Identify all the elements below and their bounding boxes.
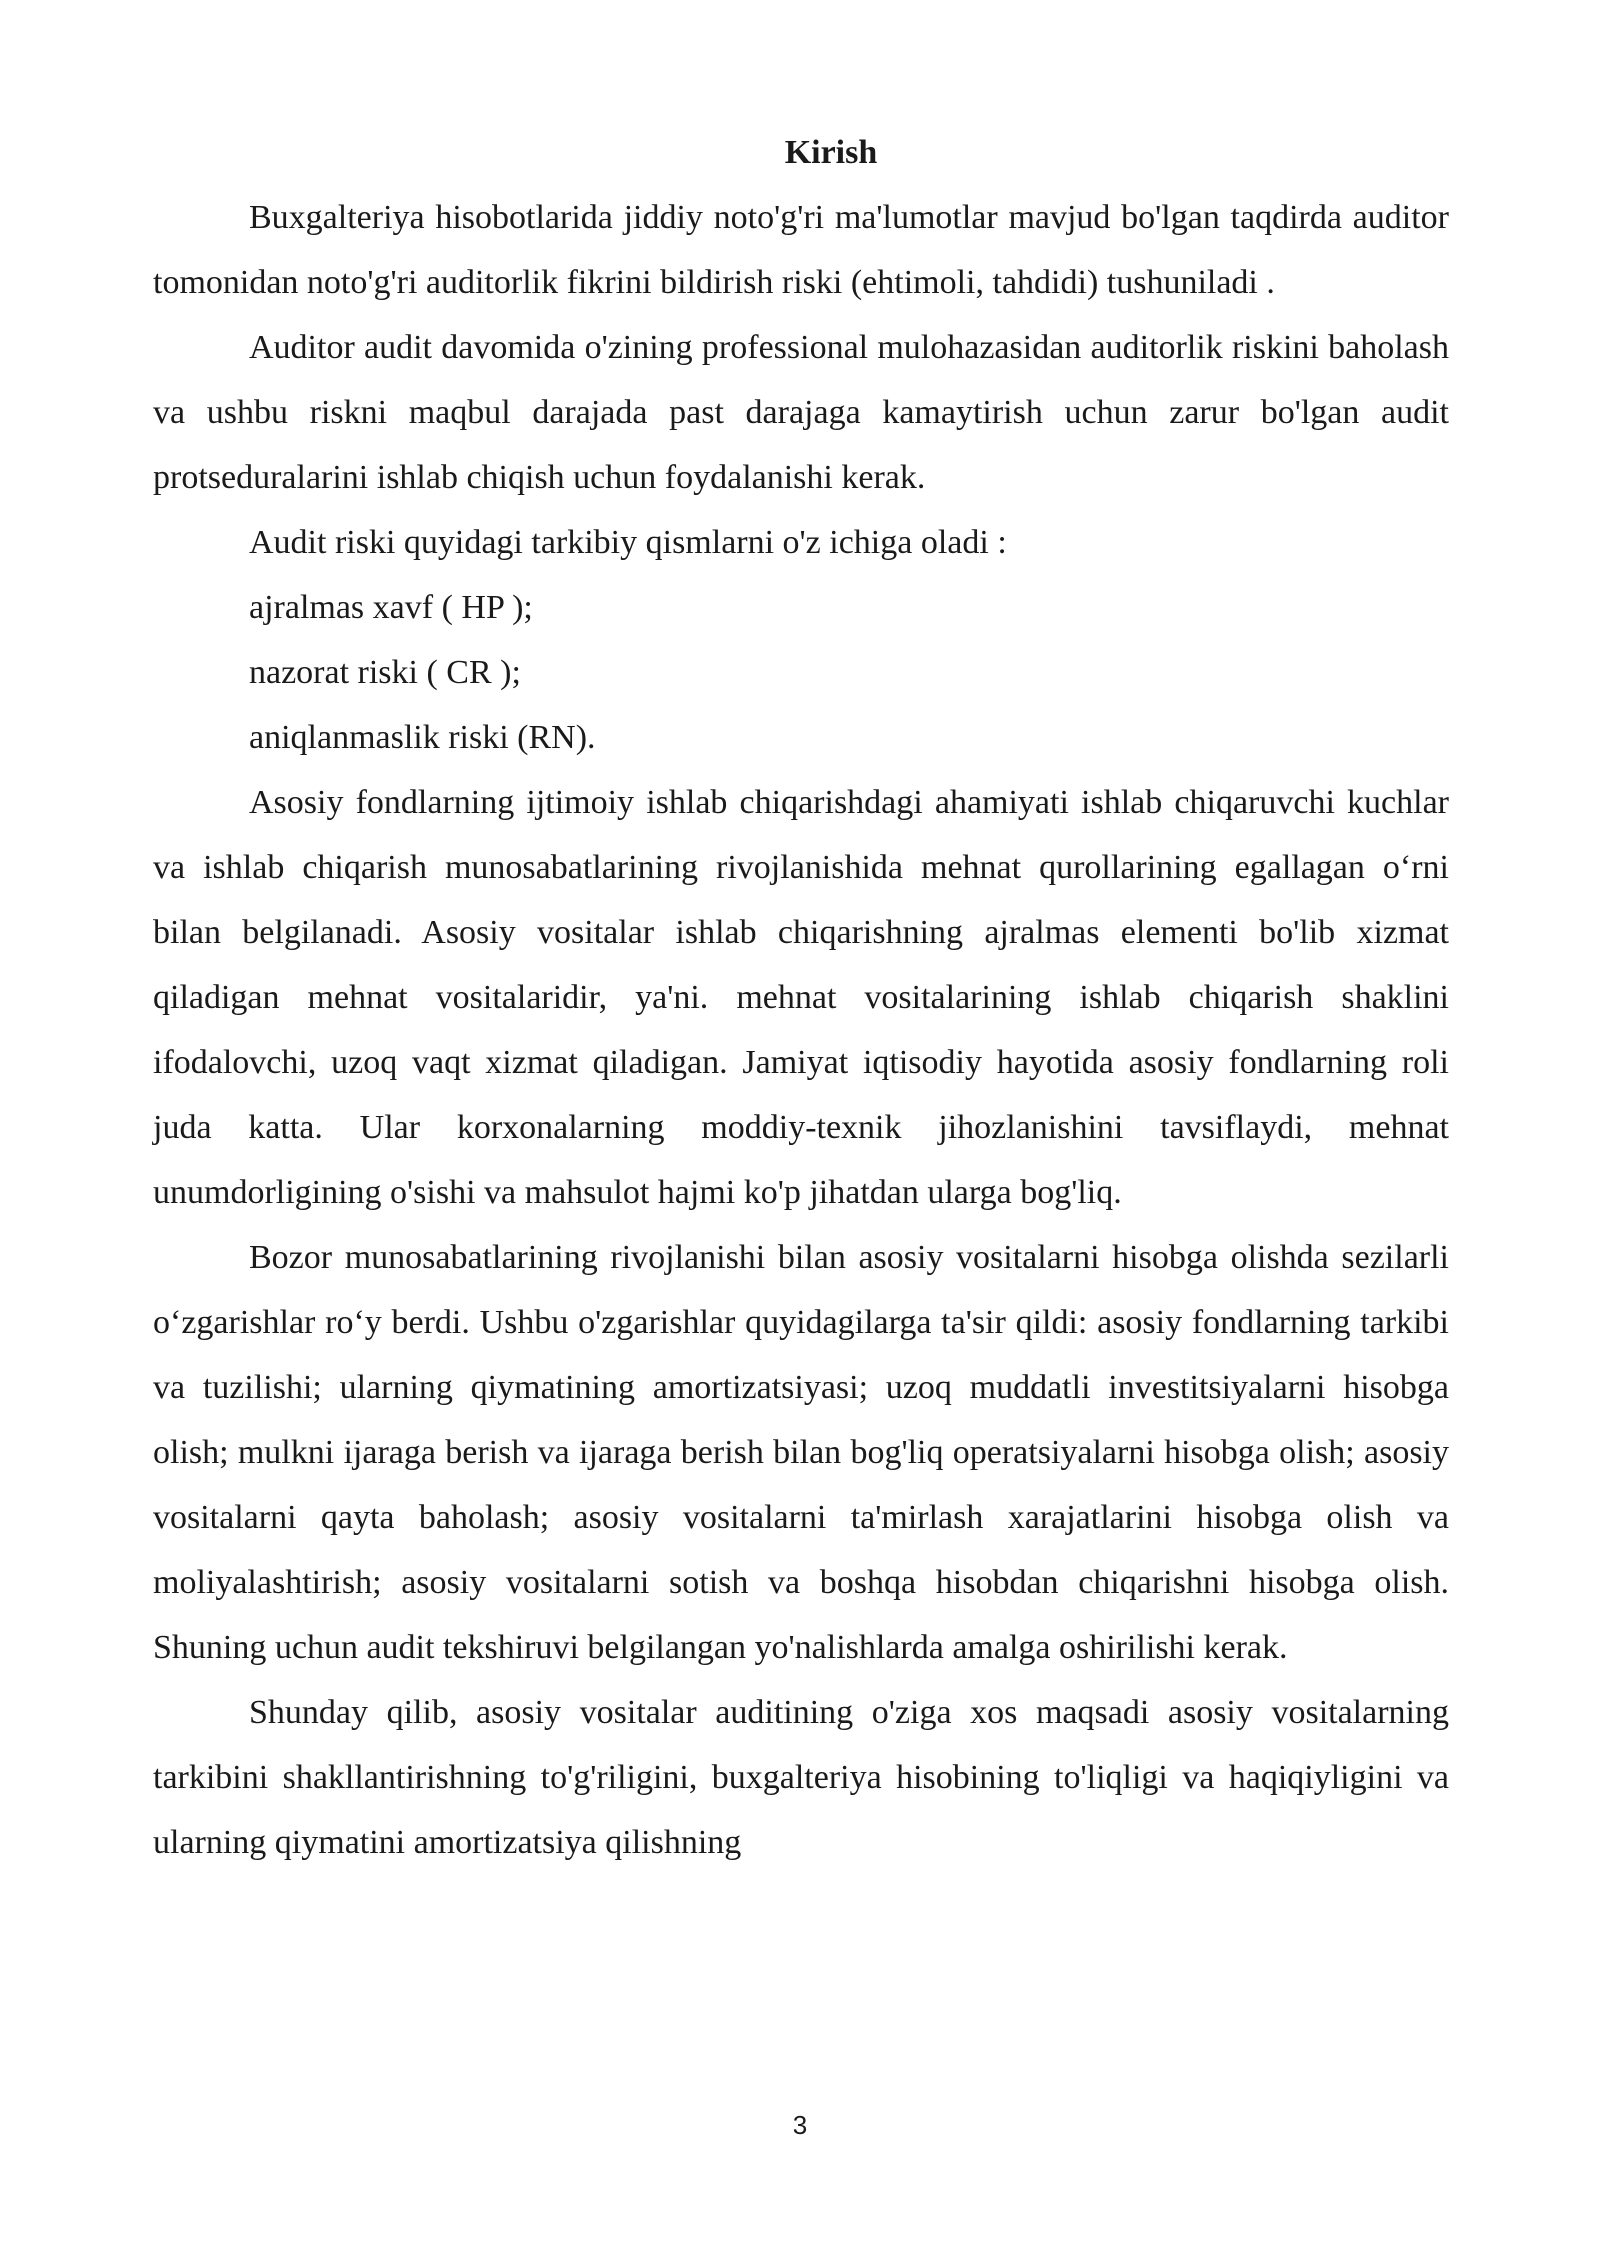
page-title: Kirish [784,134,878,171]
list-item-inherent-risk: ajralmas xavf ( HP ); [249,589,533,626]
paragraph-audit-purpose: Shunday qilib, asosiy vositalar auditining o'ziga xos maqsadi asosiy vositalarning tarkibini shakllantirishning to'g'riligini, buxgalteriya hisobining to'liqligi va haqiqiyligini va ularning qiymatini amortizatsiya qilishning [153,1694,1449,1861]
paragraph-fixed-assets-importance: Asosiy fondlarning ijtimoiy ishlab chiqarishdagi ahamiyati ishlab chiqaruvchi kuchlar va ishlab chiqarish munosabatlarining rivojlanishida mehnat qurollarining egallagan oʻrni bilan belgilanadi. Asosiy vositalar ishlab chiqarishning ajralmas elementi bo'lib xizmat qiladigan mehnat vositalaridir, ya'ni. mehnat vositalarining ishlab chiqarish shaklini ifodalovchi, uzoq vaqt xizmat qiladigan. Jamiyat iqtisodiy hayotida asosiy fondlarning roli juda katta. Ular korxonalarning moddiy-texnik jihozlanishini tavsiflaydi, mehnat unumdorligining o'sishi va mahsulot hajmi ko'p jihatdan ularga bog'liq. [153,784,1449,1211]
paragraph-risk-components-intro: Audit riski quyidagi tarkibiy qismlarni o'z ichiga oladi : [249,524,1007,561]
page-content [153,120,1449,1875]
paragraph-auditor-judgement: Auditor audit davomida o'zining professional mulohazasidan auditorlik riskini baholash va ushbu riskni maqbul darajada past darajaga kamaytirish uchun zarur bo'lgan audit protseduralarini ishlab chiqish uchun foydalanishi kerak. [153,329,1449,496]
page-number: 3 [792,2110,808,2140]
paragraph-audit-risk-definition: Buxgalteriya hisobotlarida jiddiy noto'g'ri ma'lumotlar mavjud bo'lgan taqdirda auditor tomonidan noto'g'ri auditorlik fikrini bildirish riski (ehtimoli, tahdidi) tushuniladi . [153,199,1449,301]
list-item-control-risk: nazorat riski ( CR ); [249,654,521,691]
paragraph-market-relations-changes: Bozor munosabatlarining rivojlanishi bilan asosiy vositalarni hisobga olishda sezilarli oʻzgarishlar roʻy berdi. Ushbu o'zgarishlar quyidagilarga ta'sir qildi: asosiy fondlarning tarkibi va tuzilishi; ularning qiymatining amortizatsiyasi; uzoq muddatli investitsiyalarni hisobga olish; mulkni ijaraga berish va ijaraga berish bilan bog'liq operatsiyalarni hisobga olish; asosiy vositalarni qayta baholash; asosiy vositalarni ta'mirlash xarajatlarini hisobga olish va moliyalashtirish; asosiy vositalarni sotish va boshqa hisobdan chiqarishni hisobga olish. Shuning uchun audit tekshiruvi belgilangan yo'nalishlarda amalga oshirilishi kerak. [153,1239,1449,1666]
list-item-detection-risk: aniqlanmaslik riski (RN). [249,719,596,756]
